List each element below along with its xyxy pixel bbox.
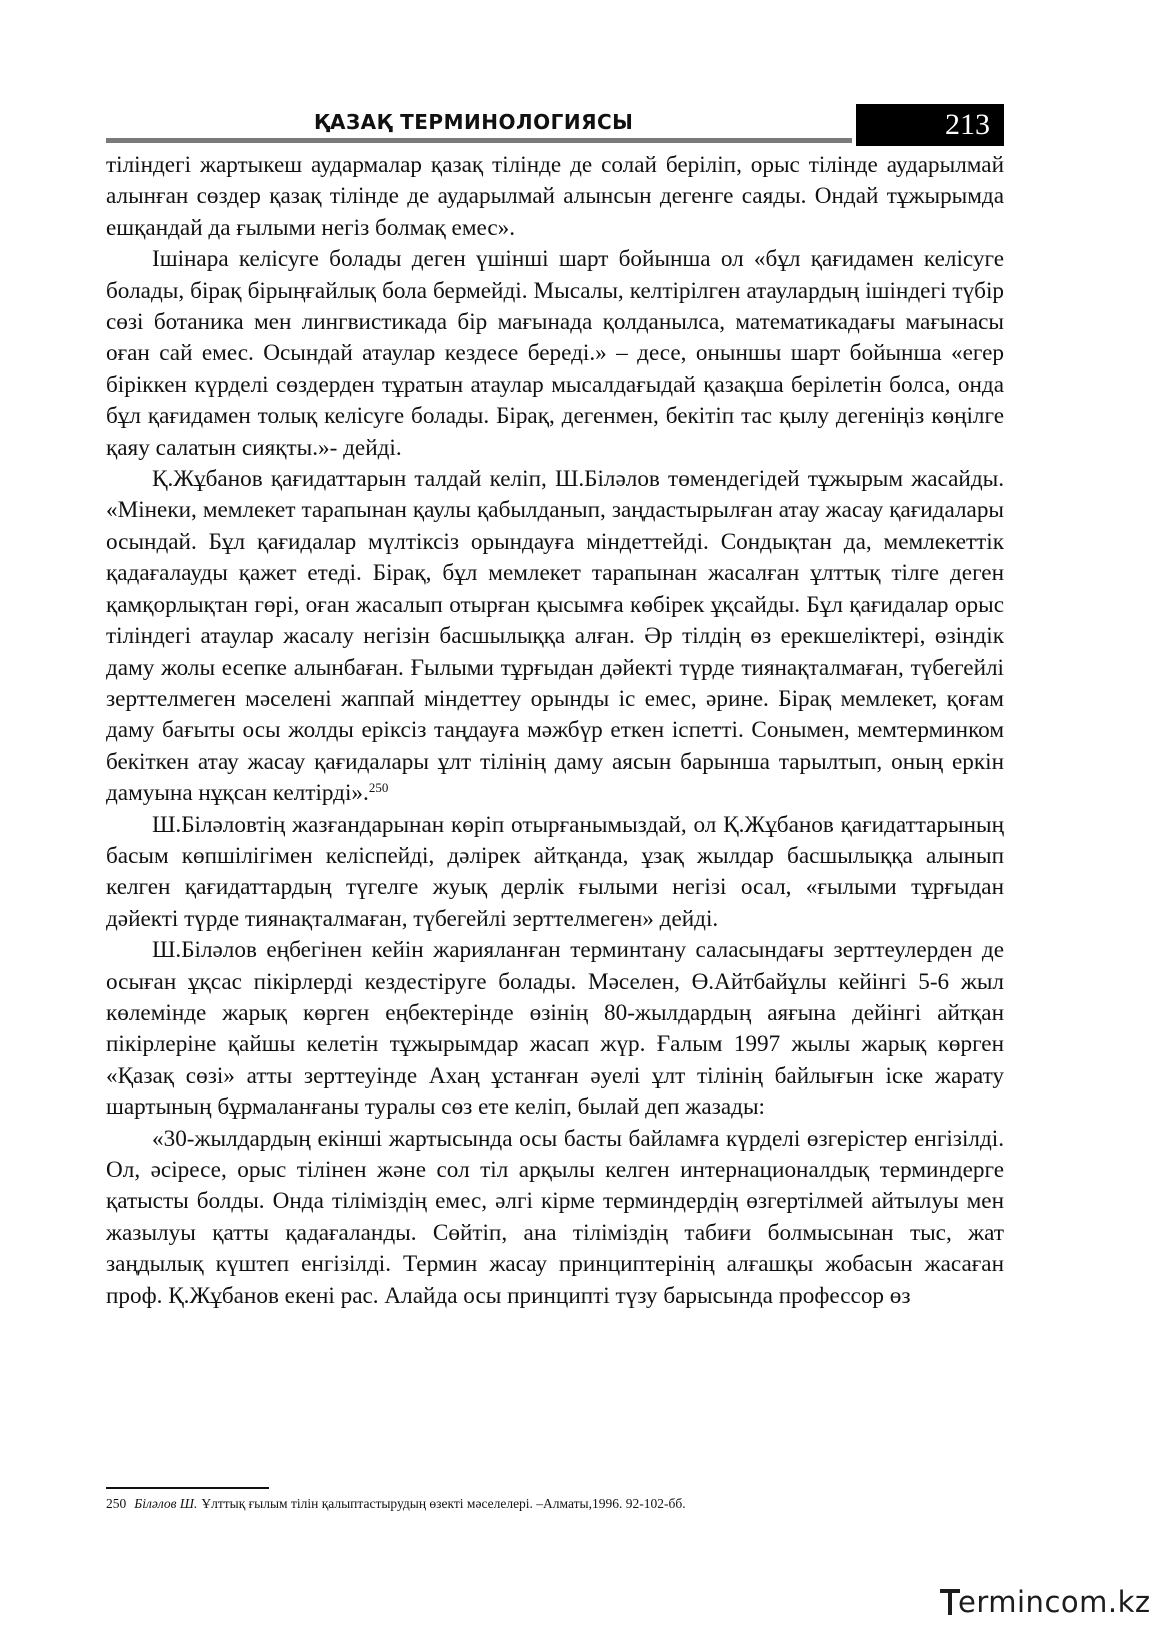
paragraph-1: тіліндегі жартыкеш аудармалар қазақ тілінде де солай беріліп, орыс тілінде аударылмай алынған сөздер қазақ тілінде де аударылмай алынсын дегенге саяды. Ондай тұжырымда ешқандай да ғылыми негіз болмақ емес».	[106, 152, 1004, 241]
footnote	[106, 1496, 1004, 1512]
body-text	[106, 150, 1004, 1312]
paragraph-2: Ішінара келісуге болады деген үшінші шарт бойынша ол «бұл қағидамен келісуге болады, бірақ бірыңғайлық бола бермейді. Мысалы, келтірілген атаулардың ішіндегі түбір сөзі ботаника мен лингвистикада бір мағынада қолданылса, математикадағы мағынасы оған сай емес. Осындай атаулар кездесе береді.» – десе, оныншы шарт бойынша «егер біріккен күрделі сөздерден тұратын атаулар мысалдағыдай қазақша берілетін болса, онда бұл қағидамен толық келісуге болады. Бірақ, дегенмен, бекітіп тас қылу дегеніңіз көңілге қаяу салатын сияқты.»- дейді.	[106, 246, 1004, 461]
header-title: ҚАЗАҚ ТЕРМИНОЛОГИЯСЫ	[314, 110, 634, 134]
header-rule	[106, 138, 852, 143]
paragraph-4: Ш.Біләловтің жазғандарынан көріп отырғанымыздай, ол Қ.Жұбанов қағидаттарының басым көпшілігімен келіспейді, дәлірек айтқанда, ұзақ жылдар басшылыққа алынып келген қағидаттардың түгелге жуық дерлік ғылыми негізі осал, «ғылыми тұрғыдан дәйекті түрде тиянақталмаған, түбегейлі зерттелмеген» дейді.	[106, 811, 1004, 932]
footnote-rule	[106, 1487, 269, 1489]
running-header	[106, 104, 1004, 146]
footnote-author: Біләлов Ш.	[134, 1496, 198, 1511]
paragraph-3-text: Қ.Жұбанов қағидаттарын талдай келіп, Ш.Біләлов төмендегідей тұжырым жасайды. «Мінеки, мемлекет тарапынан қаулы қабылданып, заңдастырылған атау жасау қағидалары осындай. Бұл қағидалар мүлтіксіз орындауға міндеттейді. Сондықтан да, мемлекеттік қадағалауды қажет етеді. Бірақ, бұл мемлекет тарапынан жасалған ұлттық тілге деген қамқорлықтан гөрі, оған жасалып отырған қысымға көбірек ұқсайды. Бұл қағидалар орыс тіліндегі атаулар жасалу негізін басшылыққа алған. Әр тілдің өз ерекшеліктері, өзіндік даму жолы есепке алынбаған. Ғылыми тұрғыдан дәйекті түрде тиянақталмаған, түбегейлі зерттелмеген мәселені жаппай міндеттеу орынды іс емес, әрине. Бірақ мемлекет, қоғам даму бағыты осы жолды еріксіз таңдауға мәжбүр еткен іспетті. Сонымен, мемтерминком бекіткен атау жасау қағидалары ұлт тілінің даму аясын барынша тарылтып, оның еркін дамуына нұқсан келтірді».	[106, 466, 1004, 807]
termincom-logo-icon	[940, 1587, 960, 1619]
footnote-marker[interactable]: 250	[368, 780, 389, 796]
paragraph-6: «30-жылдардың екінші жартысында осы басты байламға күрделі өзгерістер енгізілді. Ол, әсіресе, орыс тілінен және сол тіл арқылы келген интернационалдық терминдерге қатысты болды. Онда тіліміздің емес, әлгі кірме терминдердің өзгертілмей айтылуы мен жазылуы қатты қадағаланды. Сөйтіп, ана тіліміздің табиғи болмысынан тыс, жат заңдылық күштеп енгізілді. Термин жасау принциптерінің алғашқы жобасын жасаған проф. Қ.Жұбанов екені рас. Алайда осы принципті түзу барысында профессор өз	[106, 1125, 1004, 1309]
paragraph-5: Ш.Біләлов еңбегінен кейін жарияланған терминтану саласындағы зерттеулерден де осыған ұқсас пікірлерді кездестіруге болады. Мәселен, Ө.Айтбайұлы кейінгі 5-6 жыл көлемінде жарық көрген еңбектерінде өзінің 80-жылдардың аяғына дейінгі айтқан пікірлеріне қайшы келетін тұжырымдар жасап жүр. Ғалым 1997 жылы жарық көрген «Қазақ сөзі» атты зерттеуінде Ахаң ұстанған әуелі ұлт тілінің байлығын іске жарату шартының бұрмаланғаны туралы сөз ете келіп, былай деп жазады:	[106, 937, 1004, 1121]
footnote-number: 250	[106, 1496, 127, 1511]
paragraph-3	[106, 464, 1004, 809]
watermark-text: ermincom.kz	[958, 1585, 1151, 1619]
page-number: 213	[856, 104, 1004, 146]
footnote-text: Ұлттық ғылым тілін қалыптастырудың өзекті мәселелері. –Алматы,1996. 92-102-бб.	[201, 1496, 686, 1511]
termincom-watermark	[940, 1585, 1151, 1625]
